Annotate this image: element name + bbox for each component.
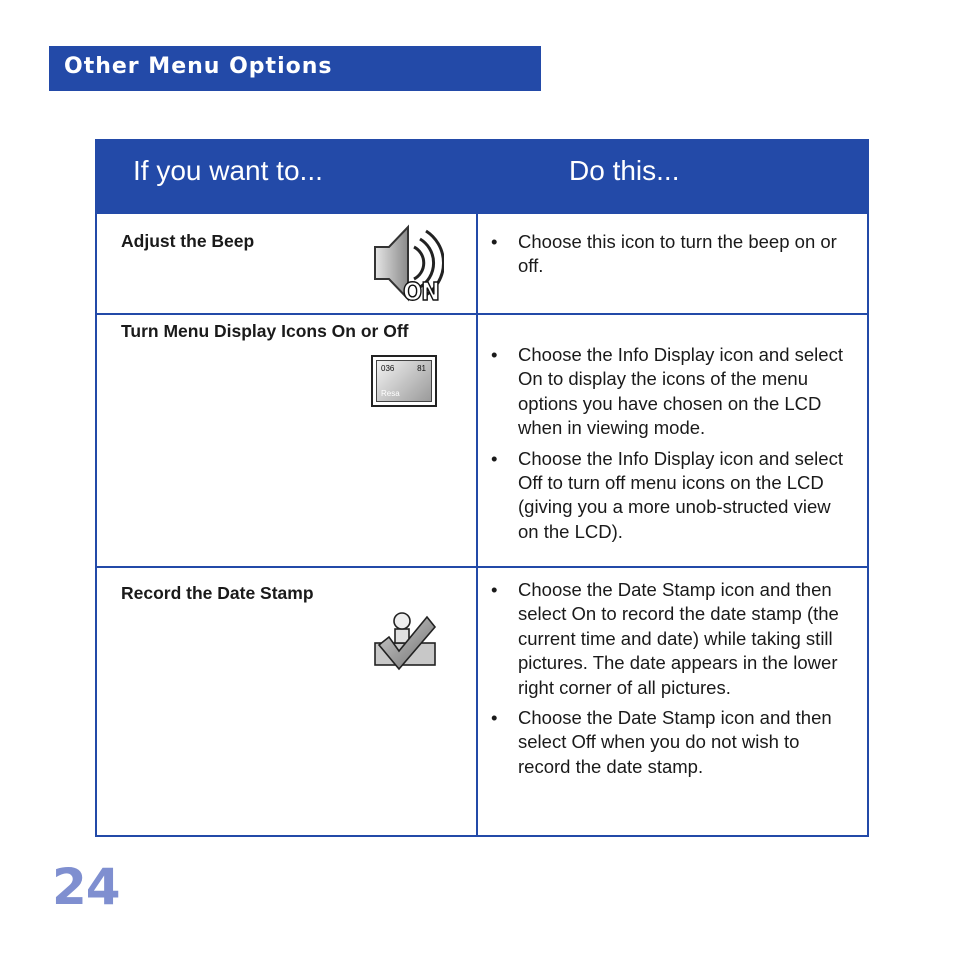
header-if-you-want: If you want to... — [133, 155, 323, 186]
list-item: • Choose the Date Stamp icon and then select On to record the date stamp (the current time and date) while taking still pictures. The date appears in the lower right corner of all pictures. — [489, 578, 849, 700]
section-banner — [49, 46, 541, 91]
list-item: • Choose the Date Stamp icon and then select Off when you do not wish to record the date stamp. — [489, 706, 849, 779]
table-header — [97, 141, 867, 214]
row-divider — [97, 313, 867, 315]
row-divider — [97, 566, 867, 568]
speaker-on-icon — [372, 221, 444, 305]
task-record-date-stamp: Record the Date Stamp — [121, 583, 314, 603]
info-display-bottom-label: Resa — [381, 389, 400, 398]
column-divider — [476, 141, 478, 835]
options-table — [95, 139, 869, 837]
list-item: • Choose this icon to turn the beep on or off. — [489, 230, 849, 279]
info-display-left-value: 036 — [381, 364, 395, 373]
info-display-icon — [371, 355, 437, 407]
bullets-menu-display-icons — [489, 343, 849, 550]
header-do-this: Do this... — [569, 155, 680, 186]
section-title: Other Menu Options — [64, 54, 333, 79]
svg-text:ON: ON — [403, 277, 439, 305]
task-adjust-beep: Adjust the Beep — [121, 231, 255, 251]
bullets-record-date-stamp — [489, 578, 849, 785]
list-item: • Choose the Info Display icon and select Off to turn off menu icons on the LCD (giving you a more unob-structed view on the LCD). — [489, 447, 849, 545]
page-number: 24 — [52, 858, 120, 916]
bullets-adjust-beep — [489, 230, 849, 285]
info-display-right-value: 81 — [417, 364, 426, 373]
list-item: • Choose the Info Display icon and select On to display the icons of the menu options you have chosen on the LCD when in viewing mode. — [489, 343, 849, 441]
date-stamp-icon — [373, 607, 437, 671]
task-menu-display-icons: Turn Menu Display Icons On or Off — [121, 321, 409, 341]
